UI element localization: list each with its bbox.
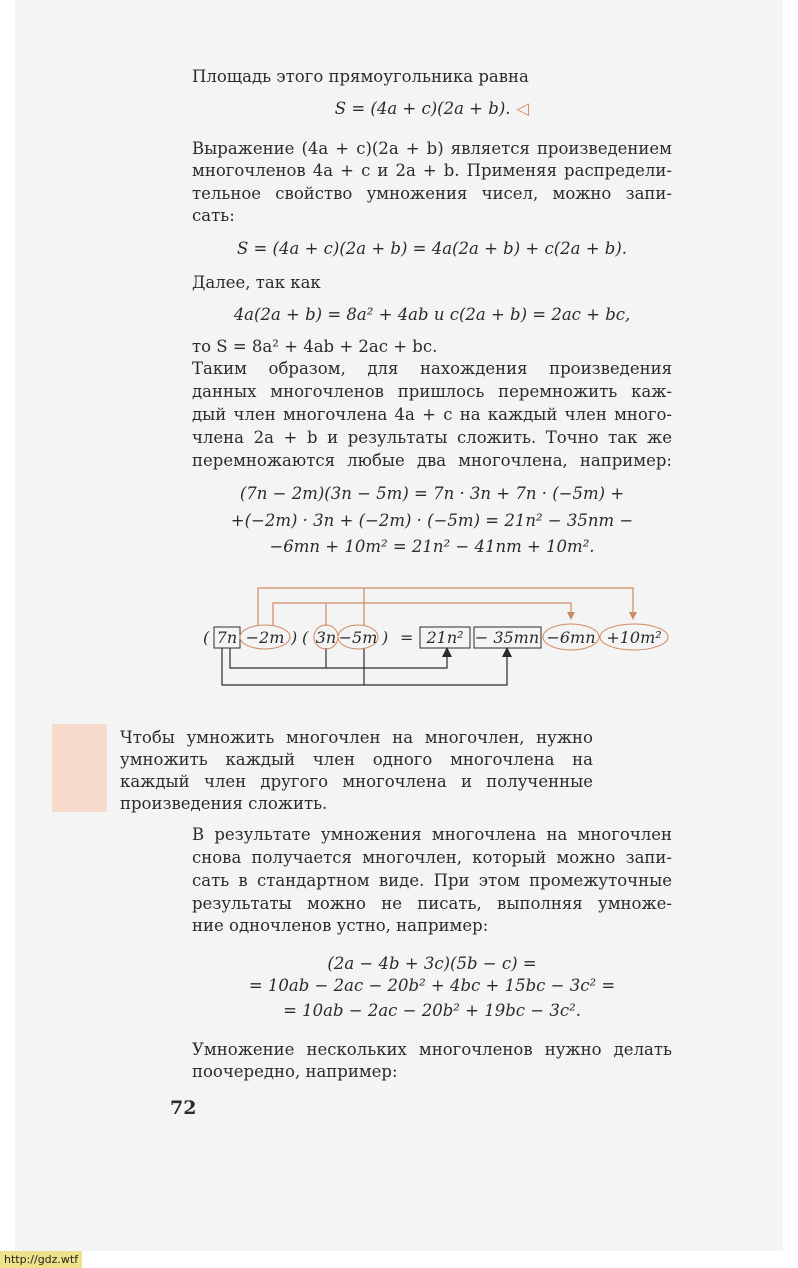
formula-expansion: S = (4a + c)(2a + b) = 4a(2a + b) + c(2a + b).: [236, 239, 628, 258]
rule-line: Чтобы умножить многочлен на многочлен, нужно: [120, 728, 593, 747]
para4-line: Умножение нескольких многочленов нужно делать: [192, 1040, 672, 1059]
rule-line: умножить каждый член одного многочлена на: [120, 750, 593, 769]
term-minus-2m: −2m: [245, 628, 285, 647]
formula-products: 4a(2a + b) = 8a² + 4ab и c(2a + b) = 2ac + bc,: [233, 305, 631, 324]
page-number: 72: [170, 1097, 197, 1119]
example2-formula-line: = 10ab − 2ac − 20b² + 4bc + 15bc − 3c² =: [248, 976, 616, 995]
para2-line: члена 2a + b и результаты сложить. Точно так же: [192, 428, 672, 447]
dalee-line: Далее, так как: [192, 273, 321, 292]
example-formula-line: (7n − 2m)(3n − 5m) = 7n · 3n + 7n · (−5m) +: [239, 484, 625, 503]
para2-line: дый член многочлена 4a + c на каждый член много-: [192, 405, 672, 424]
term-3n: 3n: [315, 628, 337, 647]
orange-connectors: [258, 588, 633, 626]
paren: (: [302, 628, 309, 647]
para2-line: перемножаются любые два многочлена, например:: [192, 451, 672, 470]
arrow-down-icon: [567, 612, 575, 620]
para2-line: Таким образом, для нахождения произведения: [192, 359, 672, 378]
term-7n: 7n: [216, 628, 238, 647]
para3-line: результаты можно не писать, выполняя умноже-: [192, 894, 672, 913]
paren: (: [203, 628, 210, 647]
para1-line: сать:: [192, 206, 235, 225]
term-minus-5m: −5m: [338, 628, 378, 647]
arrow-down-icon: [629, 612, 637, 620]
rule-line: каждый член другого многочлена и полученные: [120, 772, 593, 791]
para1-line: тельное свойство умножения чисел, можно запи-: [192, 184, 672, 203]
result-minus-6mn: −6mn: [546, 628, 596, 647]
para1-line: Выражение (4a + c)(2a + b) является произведением: [192, 139, 672, 158]
para4-line: поочередно, например:: [192, 1062, 398, 1081]
black-connectors: [222, 648, 507, 685]
para3-line: снова получается многочлен, который можно запи-: [192, 848, 672, 867]
paren: ): [382, 628, 389, 647]
rule-line: произведения сложить.: [120, 794, 328, 813]
example-formula-line: +(−2m) · 3n + (−2m) · (−5m) = 21n² − 35nm −: [230, 511, 634, 530]
result-21n2: 21n²: [426, 628, 464, 647]
intro-line: Площадь этого прямоугольника равна: [192, 67, 529, 86]
para3-line: В результате умножения многочлена на многочлен: [192, 825, 672, 844]
result-line: то S = 8a² + 4ab + 2ac + bc.: [192, 337, 438, 356]
para3-line: ние одночленов устно, например:: [192, 916, 489, 935]
para2-line: данных многочленов пришлось перемножить каж-: [192, 382, 672, 401]
paren: ): [291, 628, 298, 647]
watermark-link[interactable]: http://gdz.wtf: [0, 1251, 82, 1268]
result-plus-10m2: +10m²: [606, 628, 662, 647]
formula-text: S = (4a + c)(2a + b).: [334, 99, 511, 118]
para3-line: сать в стандартном виде. При этом промежуточные: [192, 871, 672, 890]
equals: =: [400, 628, 414, 647]
rule-marker: [52, 724, 107, 812]
example-formula-line: −6mn + 10m² = 21n² − 41nm + 10m².: [269, 537, 595, 556]
example2-formula-line: (2a − 4b + 3c)(5b − c) =: [327, 954, 537, 973]
para1-line: многочленов 4a + c и 2a + b. Применяя распредели-: [192, 161, 672, 180]
result-minus-35mn: − 35mn: [474, 628, 540, 647]
example2-formula-line: = 10ab − 2ac − 20b² + 19bc − 3c².: [283, 1001, 581, 1020]
triangle-marker-icon: ◁: [516, 99, 530, 118]
